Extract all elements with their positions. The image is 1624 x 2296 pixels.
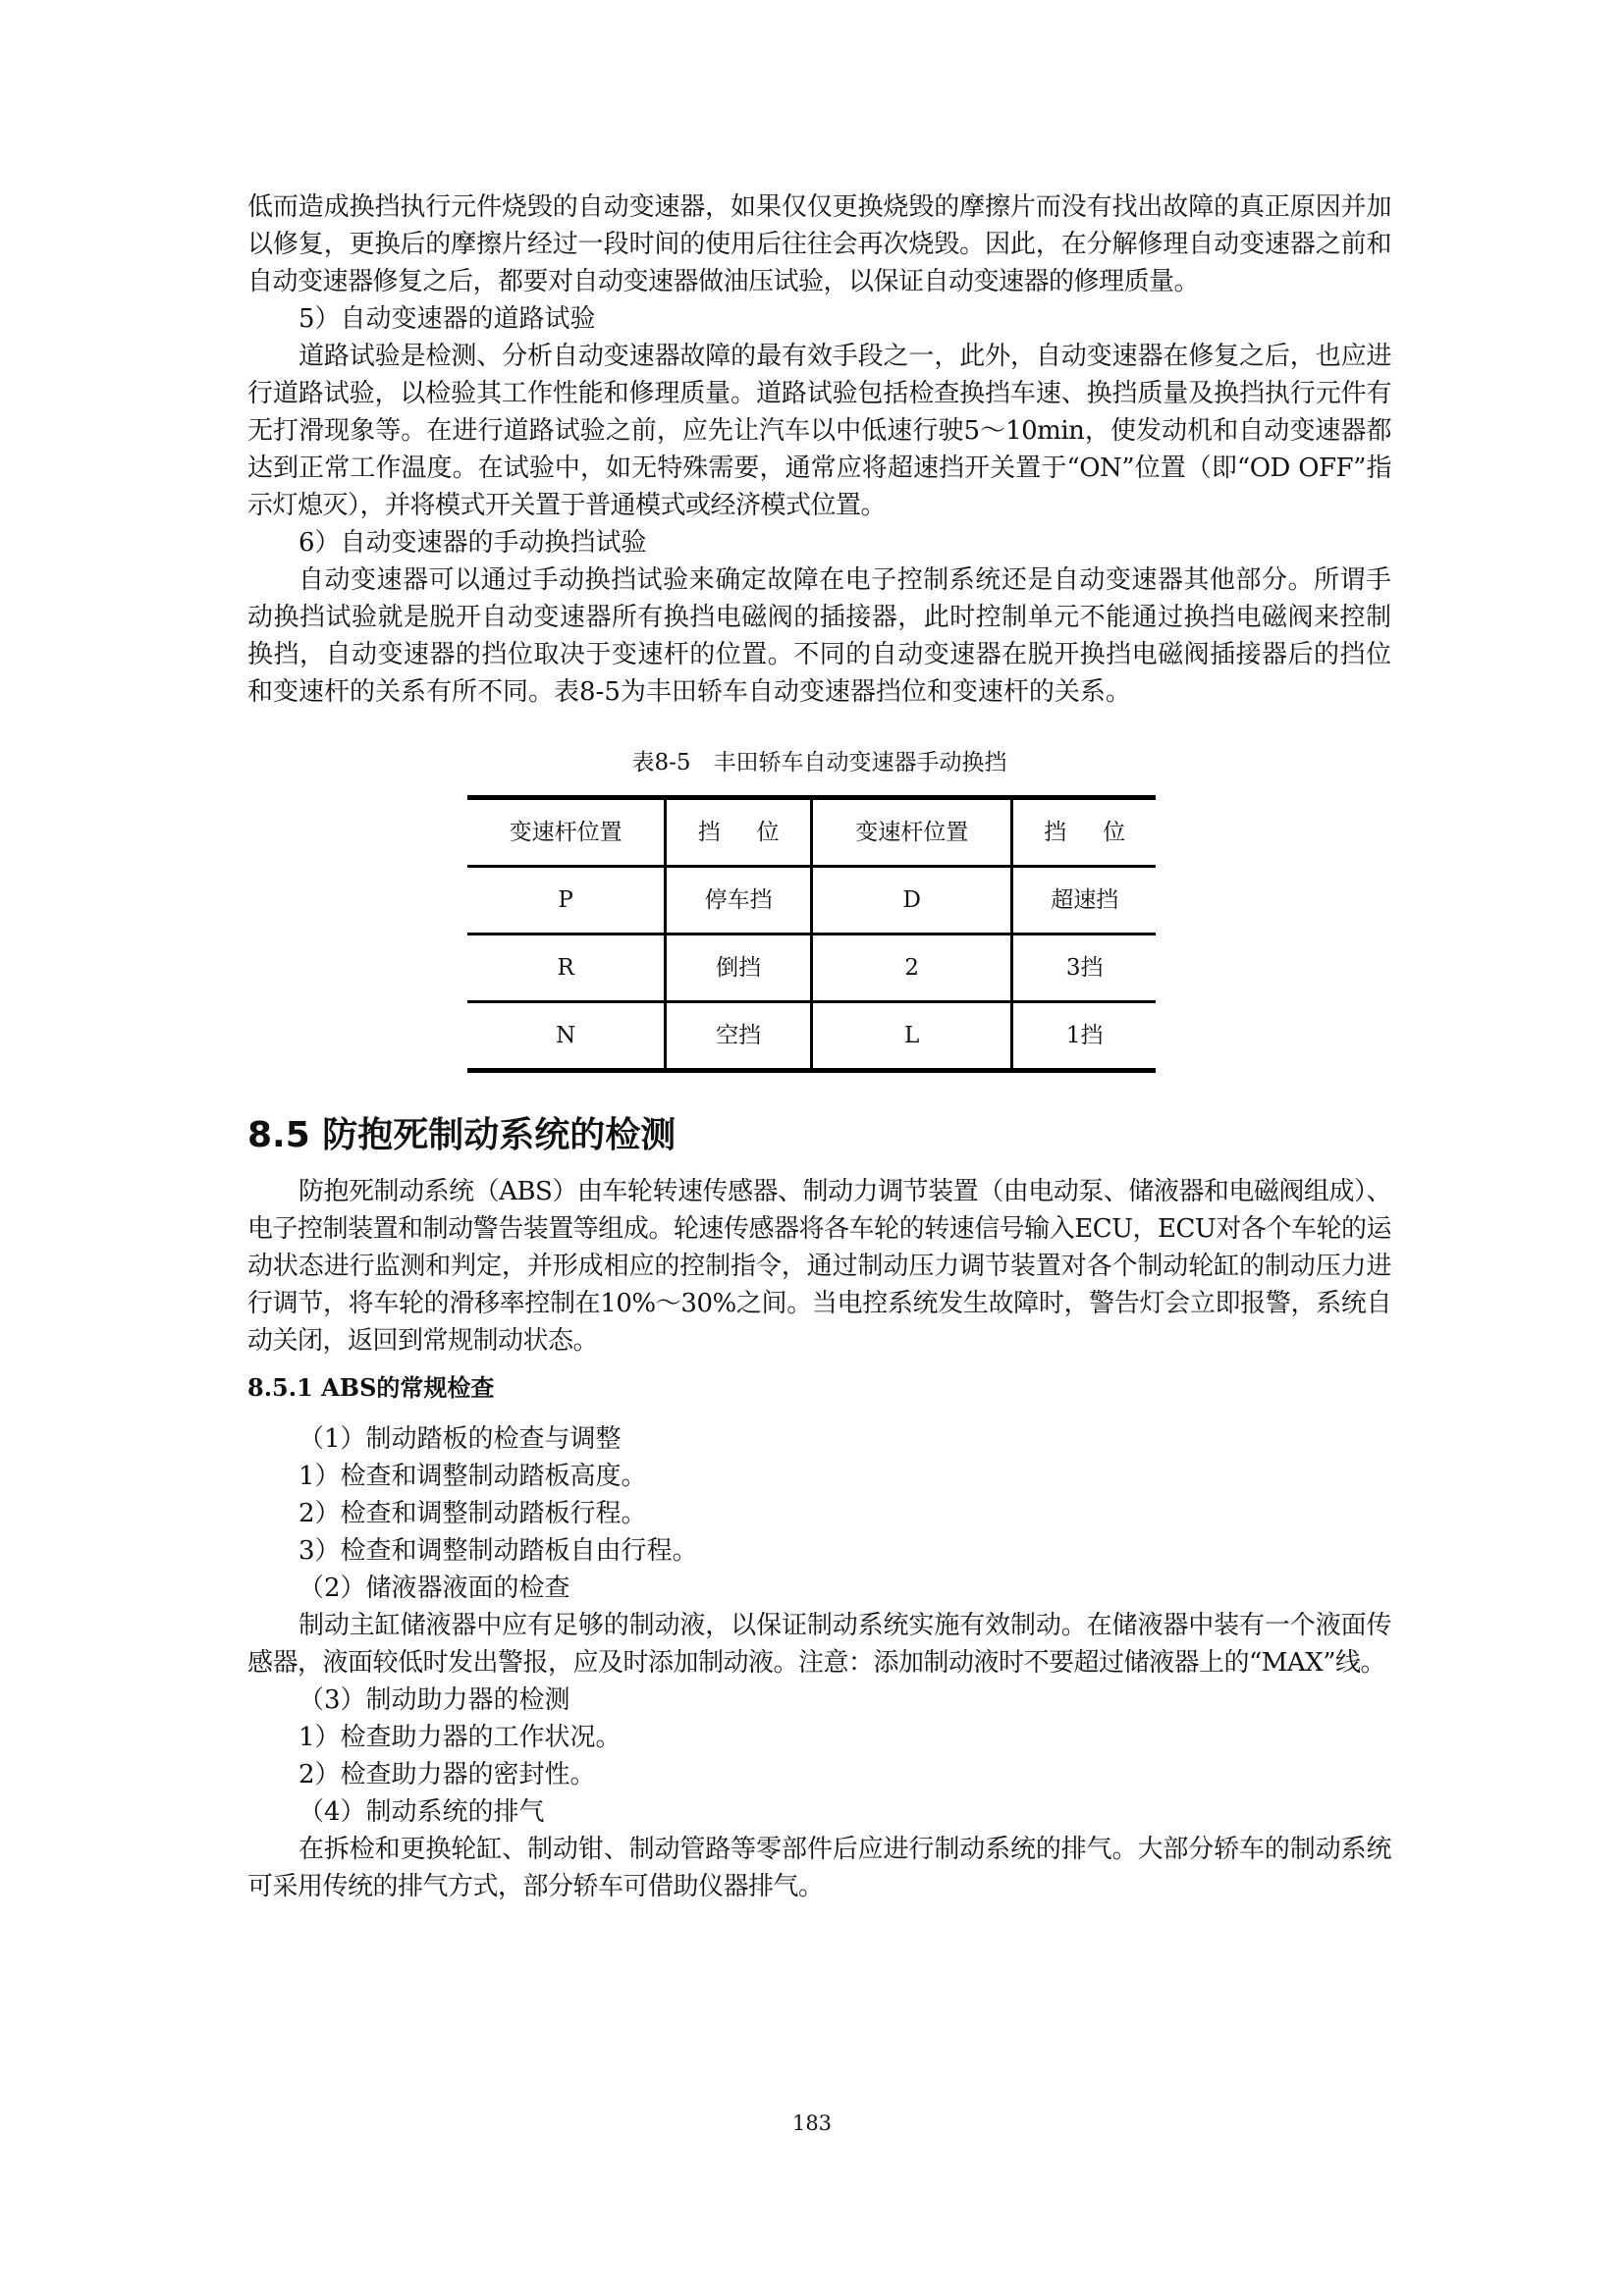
table-cell: 停车挡 bbox=[666, 867, 812, 934]
table-header-cell: 挡位 bbox=[666, 798, 812, 867]
paragraph-manual-shift-test: 自动变速器可以通过手动换挡试验来确定故障在电子控制系统还是自动变速器其他部分。所谓手动换挡试验就是脱开自动变速器所有换挡电磁阀的插接器，此时控制单元不能通过换挡电磁阀来控制换挡，自动变速器的挡位取决于变速杆的位置。不同的自动变速器在脱开换挡电磁阀插接器后的挡位和变速杆的关系有所不同。表8-5为丰田轿车自动变速器挡位和变速杆的关系。 bbox=[247, 565, 1391, 707]
list-item: 1）检查助力器的工作状况。 bbox=[298, 1723, 622, 1752]
paragraph-bleeding: 在拆检和更换轮缸、制动钳、制动管路等零部件后应进行制动系统的排气。大部分轿车的制动系统可采用传统的排气方式，部分轿车可借助仪器排气。 bbox=[247, 1835, 1391, 1901]
table-cell: D bbox=[811, 867, 1011, 934]
table-cell: 倒挡 bbox=[666, 934, 812, 1002]
list-item: （2）储液器液面的检查 bbox=[298, 1574, 570, 1603]
shift-table bbox=[467, 795, 1162, 1073]
table-cell: P bbox=[467, 867, 666, 934]
list-item: （1）制动踏板的检查与调整 bbox=[298, 1424, 622, 1454]
table-header-cell: 变速杆位置 bbox=[811, 798, 1011, 867]
table-cell: R bbox=[467, 934, 666, 1002]
table-cell: 3挡 bbox=[1012, 934, 1156, 1002]
list-item: 1）检查和调整制动踏板高度。 bbox=[298, 1462, 647, 1491]
table-row bbox=[467, 1002, 1156, 1071]
table-cell: 空挡 bbox=[666, 1002, 812, 1071]
list-item: 2）检查和调整制动踏板行程。 bbox=[298, 1499, 647, 1528]
table-header-cell: 挡位 bbox=[1012, 798, 1156, 867]
paragraph-continued: 低而造成换挡执行元件烧毁的自动变速器，如果仅仅更换烧毁的摩擦片而没有找出故障的真正原因并加以修复，更换后的摩擦片经过一段时间的使用后往往会再次烧毁。因此，在分解修理自动变速器之前和自动变速器修复之后，都要对自动变速器做油压试验，以保证自动变速器的修理质量。 bbox=[247, 192, 1391, 296]
table-header-row bbox=[467, 798, 1156, 867]
subheading-road-test: 5）自动变速器的道路试验 bbox=[298, 304, 596, 334]
list-item: 2）检查助力器的密封性。 bbox=[298, 1760, 596, 1789]
table-cell: N bbox=[467, 1002, 666, 1071]
table-row bbox=[467, 934, 1156, 1002]
page-content bbox=[247, 188, 1391, 1905]
table-row bbox=[467, 867, 1156, 934]
section-heading: 8.5 防抱死制动系统的检测 bbox=[247, 1115, 677, 1155]
subsection-heading: 8.5.1 ABS的常规检查 bbox=[247, 1373, 495, 1402]
page-number: 183 bbox=[791, 2111, 833, 2135]
table-cell: 超速挡 bbox=[1012, 867, 1156, 934]
section-intro: 防抱死制动系统（ABS）由车轮转速传感器、制动力调节装置（由电动泵、储液器和电磁阀组成）、电子控制装置和制动警告装置等组成。轮速传感器将各车轮的转速信号输入ECU，ECU对各个车轮的运动状态进行监测和判定，并形成相应的控制指令，通过制动压力调节装置对各个制动轮缸的制动压力进行调节，将车轮的滑移率控制在10%～30%之间。当电控系统发生故障时，警告灯会立即报警，系统自动关闭，返回到常规制动状态。 bbox=[247, 1177, 1391, 1356]
table-caption: 表8-5 丰田轿车自动变速器手动换挡 bbox=[631, 750, 1007, 775]
list-item: 3）检查和调整制动踏板自由行程。 bbox=[298, 1536, 698, 1566]
list-item: （3）制动助力器的检测 bbox=[298, 1685, 570, 1715]
list-item: （4）制动系统的排气 bbox=[298, 1797, 545, 1827]
table-cell: 1挡 bbox=[1012, 1002, 1156, 1071]
paragraph-reservoir: 制动主缸储液器中应有足够的制动液，以保证制动系统实施有效制动。在储液器中装有一个液面传感器，液面较低时发出警报，应及时添加制动液。注意：添加制动液时不要超过储液器上的“MAX”线。 bbox=[247, 1611, 1391, 1678]
table-cell: 2 bbox=[811, 934, 1011, 1002]
table-cell: L bbox=[811, 1002, 1011, 1071]
table-header-cell: 变速杆位置 bbox=[467, 798, 666, 867]
paragraph-road-test: 道路试验是检测、分析自动变速器故障的最有效手段之一，此外，自动变速器在修复之后，也应进行道路试验，以检验其工作性能和修理质量。道路试验包括检查换挡车速、换挡质量及换挡执行元件有无打滑现象等。在进行道路试验之前，应先让汽车以中低速行驶5～10min，使发动机和自动变速器都达到正常工作温度。在试验中，如无特殊需要，通常应将超速挡开关置于“ON”位置（即“OD OFF”指示灯熄灭），并将模式开关置于普通模式或经济模式位置。 bbox=[247, 342, 1391, 520]
subheading-manual-shift-test: 6）自动变速器的手动换挡试验 bbox=[298, 528, 647, 558]
